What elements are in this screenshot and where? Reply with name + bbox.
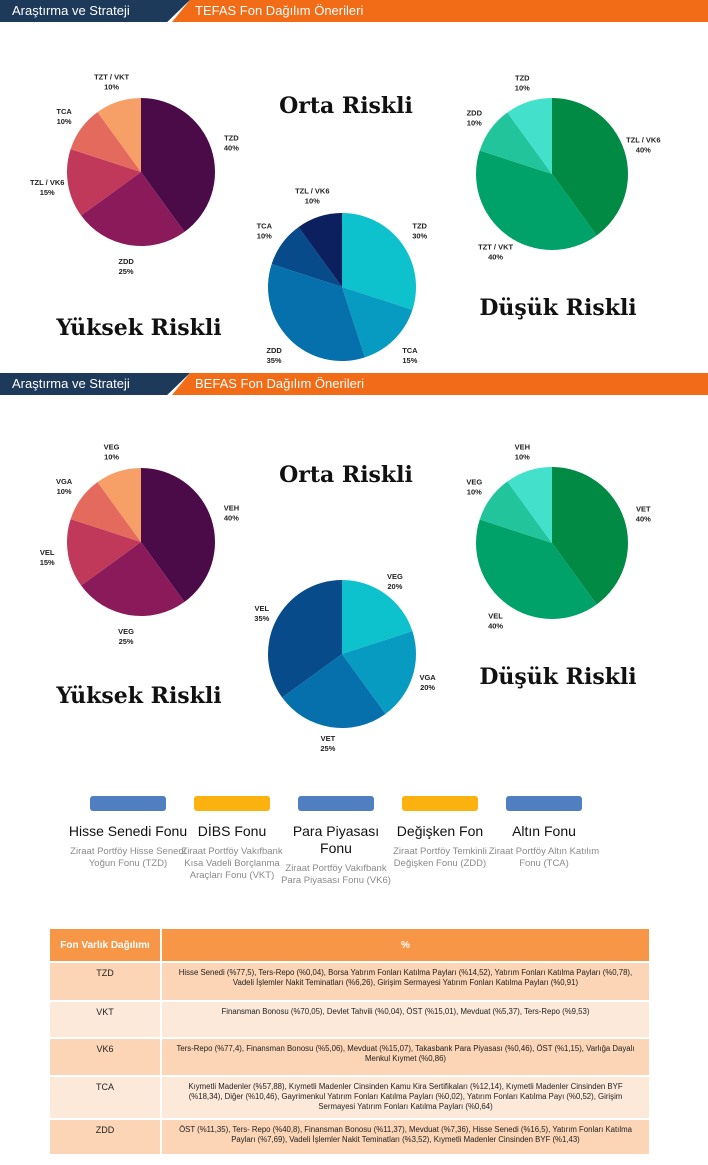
- fund-name: Hisse Senedi Fonu: [68, 823, 188, 839]
- table-row: [50, 1118, 649, 1154]
- slice-data-label: VEH 40%: [223, 503, 240, 523]
- slice-data-label: TZT / VKT 40%: [478, 242, 514, 262]
- befas-charts-panel: [0, 395, 708, 765]
- column-header: %: [162, 929, 649, 961]
- fund-color-bar: [402, 796, 478, 811]
- fund-name: Para Piyasası Fonu: [292, 823, 380, 856]
- slice-data-label: VGA 10%: [55, 477, 73, 497]
- table-row: [50, 1075, 649, 1118]
- fund-card: [276, 796, 396, 887]
- slice-data-label: VEH 10%: [514, 442, 531, 462]
- fund-name: DİBS Fonu: [197, 823, 267, 839]
- fund-card: [68, 796, 188, 870]
- slice-data-label: TZD 40%: [223, 133, 239, 153]
- slice-data-label: VEL 40%: [488, 611, 504, 631]
- slice-data-label: ZDD 25%: [118, 256, 134, 276]
- slice-data-label: VEL 15%: [39, 547, 55, 567]
- chart-title: Düşük Riskli: [479, 295, 637, 321]
- header-left-text: Araştırma ve Strateji: [12, 3, 130, 18]
- slice-data-label: TZL / VK6 40%: [626, 135, 661, 155]
- allocation-cell: Finansman Bonosu (%70,05), Devlet Tahvili (%0,04), ÖST (%15,01), Mevduat (%5,37), Ters-Repo (%9,53): [162, 1000, 649, 1037]
- header-right-text: TEFAS Fon Dağılım Önerileri: [195, 3, 364, 18]
- fund-description: Ziraat Portföy Vakıfbank Kısa Vadeli Borçlanma Araçları Fonu (VKT): [181, 846, 283, 881]
- column-header: Fon Varlık Dağılımı: [50, 929, 162, 961]
- fund-color-bar: [194, 796, 270, 811]
- fund-code-cell: TZD: [50, 961, 162, 1000]
- slice-data-label: TZD 30%: [412, 221, 428, 241]
- allocation-cell: Kıymetli Madenler (%57,88), Kıymetli Madenler Cinsinden Kamu Kira Sertifikaları (%12,14), Kıymetli Madenler Cinsinden BYF (%18,34), Diğer (%10,46), Gayrimenkul Yatırım Fonları Katılma Payları (%0,02), Yatırım Fonları Katılma Payı (%0,52), Girişim Sermayesi Yatırım Fonları Katılma Payları (%0,64): [162, 1075, 649, 1118]
- slice-data-label: TZD 10%: [514, 73, 530, 93]
- slice-data-label: VET 25%: [320, 733, 336, 753]
- slice-data-label: ZDD 10%: [466, 108, 483, 128]
- chart-title: Yüksek Riskli: [56, 315, 222, 341]
- chart-title: Yüksek Riskli: [56, 683, 222, 709]
- header-right-text: BEFAS Fon Dağılım Önerileri: [195, 376, 365, 391]
- fund-card: [380, 796, 500, 870]
- slice-data-label: VEG 25%: [118, 626, 135, 646]
- fund-name: Altın Fonu: [512, 823, 576, 839]
- header-left-text: Araştırma ve Strateji: [12, 376, 130, 391]
- allocation-cell: Ters-Repo (%77,4), Finansman Bonosu (%5,06), Mevduat (%15,07), Takasbank Para Piyasası (%0,46), ÖST (%1,15), Varlığa Dayalı Menkul Kıymet (%0,86): [162, 1037, 649, 1075]
- fund-card: [172, 796, 292, 882]
- slice-data-label: VEL 35%: [254, 604, 270, 624]
- fund-color-bar: [298, 796, 374, 811]
- allocation-cell: ÖST (%11,35), Ters- Repo (%40,8), Finansman Bonosu (%11,37), Mevduat (%7,36), Hisse Senedi (%16,5), Yatırım Fonları Katılma Payları (%7,69), Vadeli İşlemler Nakit Teminatları (%3,52), Kıymetli Madenler Cinsinden BYF (%1,43): [162, 1118, 649, 1154]
- table-row: [50, 961, 649, 1000]
- fund-allocation-table: [50, 929, 649, 1154]
- fund-code-cell: VK6: [50, 1037, 162, 1075]
- slice-data-label: VEG 10%: [466, 477, 483, 497]
- section-header-tefas: [0, 0, 708, 22]
- section-header-befas: [0, 373, 708, 395]
- table-row: [50, 1000, 649, 1037]
- allocation-cell: Hisse Senedi (%77,5), Ters-Repo (%0,04), Borsa Yatırım Fonları Katılma Payları (%14,52), Yatırım Fonları Katılma Payları (%0,78), Vadeli İşlemler Nakit Teminatları (%6,26), Girişim Sermayesi Yatırım Fonları Katılma Payları (%0,91): [162, 961, 649, 1000]
- table-header-row: [50, 929, 649, 961]
- fund-description: Ziraat Portföy Temkinli Değişken Fonu (ZDD): [393, 846, 487, 869]
- chart-title: Orta Riskli: [279, 93, 413, 119]
- fund-description: Ziraat Portföy Hisse Senedi Yoğun Fonu (TZD): [70, 846, 186, 869]
- chart-title: Orta Riskli: [279, 462, 413, 488]
- chart-title: Düşük Riskli: [479, 664, 637, 690]
- fund-name: Değişken Fon: [396, 823, 484, 839]
- slice-data-label: VEG 20%: [386, 572, 403, 592]
- slice-data-label: VGA 20%: [419, 672, 436, 692]
- slice-data-label: TZL / VK6 10%: [295, 186, 330, 206]
- slice-data-label: VEG 10%: [103, 442, 120, 462]
- slice-data-label: VET 40%: [635, 504, 651, 524]
- fund-color-bar: [90, 796, 166, 811]
- fund-description: Ziraat Portföy Vakıfbank Para Piyasası Fonu (VK6): [281, 863, 391, 886]
- table-row: [50, 1037, 649, 1075]
- slice-data-label: ZDD 35%: [266, 345, 282, 365]
- slice-data-label: TCA 10%: [256, 221, 273, 241]
- fund-code-cell: TCA: [50, 1075, 162, 1118]
- slice-data-label: TZT / VKT 10%: [94, 72, 130, 92]
- fund-card: [484, 796, 604, 870]
- fund-color-bar: [506, 796, 582, 811]
- fund-code-cell: ZDD: [50, 1118, 162, 1154]
- slice-data-label: TZL / VK6 15%: [29, 177, 65, 197]
- fund-code-cell: VKT: [50, 1000, 162, 1037]
- fund-description: Ziraat Portföy Altın Katılım Fonu (TCA): [488, 846, 600, 869]
- tefas-charts-panel: [0, 22, 708, 370]
- slice-data-label: TCA 15%: [402, 345, 418, 365]
- slice-data-label: TCA 10%: [56, 107, 72, 127]
